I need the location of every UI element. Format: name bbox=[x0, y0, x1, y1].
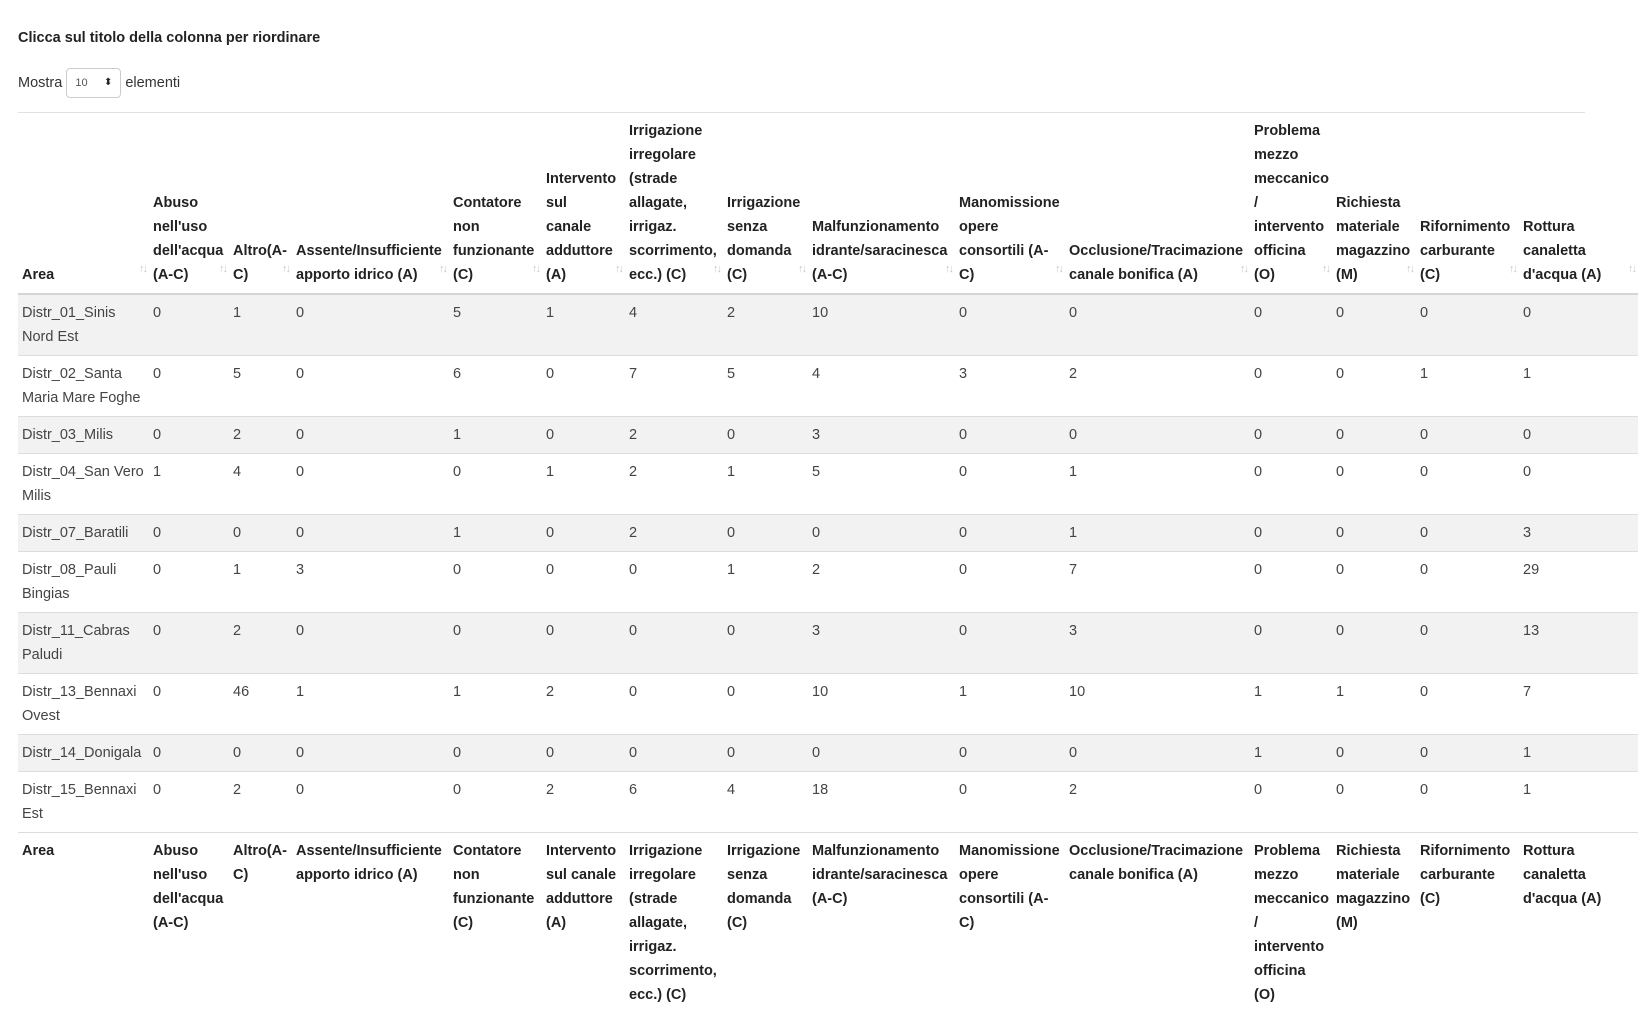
count-cell: 6 bbox=[625, 772, 723, 833]
count-cell: 2 bbox=[542, 772, 625, 833]
count-cell: 1 bbox=[449, 417, 542, 454]
table-footer bbox=[18, 833, 1638, 1013]
count-cell: 0 bbox=[723, 417, 808, 454]
area-cell: Distr_03_Milis bbox=[18, 417, 149, 454]
column-footer: Irrigazione senza domanda (C) bbox=[723, 833, 808, 1013]
count-cell: 5 bbox=[229, 356, 292, 417]
count-cell: 0 bbox=[625, 552, 723, 613]
count-cell: 0 bbox=[149, 552, 229, 613]
count-cell: 5 bbox=[449, 294, 542, 356]
sort-arrows-icon[interactable]: ↑↓ bbox=[1055, 257, 1062, 281]
count-cell: 1 bbox=[1250, 674, 1332, 735]
column-footer: Manomissione opere consortili (A-C) bbox=[955, 833, 1065, 1013]
count-cell: 1 bbox=[229, 294, 292, 356]
count-cell: 3 bbox=[1065, 613, 1250, 674]
count-cell: 0 bbox=[149, 735, 229, 772]
count-cell: 0 bbox=[449, 735, 542, 772]
count-cell: 0 bbox=[723, 674, 808, 735]
count-cell: 0 bbox=[449, 454, 542, 515]
count-cell: 3 bbox=[1519, 515, 1638, 552]
count-cell: 0 bbox=[1416, 417, 1519, 454]
count-cell: 0 bbox=[229, 735, 292, 772]
count-cell: 0 bbox=[955, 772, 1065, 833]
sort-arrows-icon[interactable]: ↑↓ bbox=[1240, 257, 1247, 281]
column-footer: Area bbox=[18, 833, 149, 1013]
column-header-label: Occlusione/Tracimazione canale bonifica (A) bbox=[1069, 243, 1243, 283]
count-cell: 0 bbox=[1250, 772, 1332, 833]
sort-arrows-icon[interactable]: ↑↓ bbox=[1322, 257, 1329, 281]
count-cell: 0 bbox=[449, 552, 542, 613]
count-cell: 3 bbox=[808, 613, 955, 674]
count-cell: 0 bbox=[149, 674, 229, 735]
count-cell: 1 bbox=[723, 552, 808, 613]
count-cell: 2 bbox=[808, 552, 955, 613]
count-cell: 0 bbox=[449, 772, 542, 833]
table-row bbox=[18, 515, 1638, 552]
count-cell: 0 bbox=[1250, 613, 1332, 674]
data-table bbox=[18, 113, 1638, 1013]
count-cell: 0 bbox=[1519, 417, 1638, 454]
sort-arrows-icon[interactable]: ↑↓ bbox=[615, 257, 622, 281]
count-cell: 1 bbox=[1065, 454, 1250, 515]
column-header[interactable] bbox=[229, 113, 292, 294]
count-cell: 0 bbox=[1519, 454, 1638, 515]
column-header-label: Irrigazione senza domanda (C) bbox=[727, 195, 800, 283]
count-cell: 0 bbox=[292, 515, 449, 552]
count-cell: 0 bbox=[149, 515, 229, 552]
count-cell: 0 bbox=[292, 454, 449, 515]
count-cell: 1 bbox=[1416, 356, 1519, 417]
table-row bbox=[18, 552, 1638, 613]
count-cell: 0 bbox=[292, 613, 449, 674]
column-header[interactable] bbox=[1416, 113, 1519, 294]
count-cell: 1 bbox=[723, 454, 808, 515]
count-cell: 0 bbox=[542, 417, 625, 454]
length-label-after: elementi bbox=[125, 75, 180, 91]
count-cell: 1 bbox=[149, 454, 229, 515]
count-cell: 2 bbox=[229, 417, 292, 454]
column-header-label: Irrigazione irregolare (strade allagate, irrigaz. scorrimento, ecc.) (C) bbox=[629, 123, 717, 283]
count-cell: 0 bbox=[625, 613, 723, 674]
count-cell: 3 bbox=[808, 417, 955, 454]
count-cell: 0 bbox=[625, 674, 723, 735]
count-cell: 0 bbox=[1416, 552, 1519, 613]
column-footer: Richiesta materiale magazzino (M) bbox=[1332, 833, 1416, 1013]
column-header-label: Manomissione opere consortili (A-C) bbox=[959, 195, 1060, 283]
count-cell: 0 bbox=[955, 454, 1065, 515]
count-cell: 5 bbox=[808, 454, 955, 515]
column-footer: Contatore non funzionante (C) bbox=[449, 833, 542, 1013]
count-cell: 10 bbox=[808, 294, 955, 356]
count-cell: 0 bbox=[1250, 552, 1332, 613]
count-cell: 0 bbox=[1332, 772, 1416, 833]
sort-arrows-icon[interactable]: ↑↓ bbox=[219, 257, 226, 281]
count-cell: 7 bbox=[1519, 674, 1638, 735]
count-cell: 0 bbox=[625, 735, 723, 772]
column-header[interactable] bbox=[808, 113, 955, 294]
count-cell: 0 bbox=[1519, 294, 1638, 356]
count-cell: 1 bbox=[1250, 735, 1332, 772]
area-cell: Distr_08_Pauli Bingias bbox=[18, 552, 149, 613]
column-header-label: Altro(A-C) bbox=[233, 243, 287, 283]
count-cell: 2 bbox=[1065, 356, 1250, 417]
column-header[interactable] bbox=[542, 113, 625, 294]
count-cell: 0 bbox=[1250, 356, 1332, 417]
count-cell: 0 bbox=[955, 552, 1065, 613]
count-cell: 3 bbox=[292, 552, 449, 613]
count-cell: 0 bbox=[292, 735, 449, 772]
count-cell: 4 bbox=[723, 772, 808, 833]
column-header-label: Rottura canaletta d'acqua (A) bbox=[1523, 219, 1601, 283]
area-cell: Distr_04_San Vero Milis bbox=[18, 454, 149, 515]
sort-arrows-icon[interactable]: ↑↓ bbox=[1509, 257, 1516, 281]
column-header[interactable] bbox=[449, 113, 542, 294]
select-arrows-icon: ⬍ bbox=[104, 78, 112, 88]
table-instructions: Clicca sul titolo della colonna per riordinare bbox=[18, 30, 320, 46]
count-cell: 1 bbox=[449, 674, 542, 735]
count-cell: 0 bbox=[1416, 454, 1519, 515]
count-cell: 0 bbox=[229, 515, 292, 552]
count-cell: 4 bbox=[229, 454, 292, 515]
column-footer: Intervento sul canale adduttore (A) bbox=[542, 833, 625, 1013]
count-cell: 0 bbox=[149, 772, 229, 833]
column-header[interactable] bbox=[1065, 113, 1250, 294]
column-header-label: Intervento sul canale adduttore (A) bbox=[546, 171, 616, 283]
table-row bbox=[18, 417, 1638, 454]
column-footer: Rifornimento carburante (C) bbox=[1416, 833, 1519, 1013]
table-row bbox=[18, 613, 1638, 674]
count-cell: 0 bbox=[1416, 735, 1519, 772]
count-cell: 0 bbox=[1332, 552, 1416, 613]
count-cell: 0 bbox=[723, 515, 808, 552]
count-cell: 0 bbox=[955, 515, 1065, 552]
area-cell: Distr_13_Bennaxi Ovest bbox=[18, 674, 149, 735]
column-header[interactable] bbox=[723, 113, 808, 294]
count-cell: 2 bbox=[229, 613, 292, 674]
sort-arrows-icon[interactable]: ↑↓ bbox=[439, 257, 446, 281]
column-header-label: Malfunzionamento idrante/saracinesca (A-C) bbox=[812, 219, 947, 283]
count-cell: 0 bbox=[1332, 735, 1416, 772]
column-header-label: Rifornimento carburante (C) bbox=[1420, 219, 1510, 283]
count-cell: 0 bbox=[955, 613, 1065, 674]
count-cell: 1 bbox=[1065, 515, 1250, 552]
column-header[interactable] bbox=[292, 113, 449, 294]
count-cell: 0 bbox=[542, 515, 625, 552]
sort-arrows-icon[interactable]: ↑↓ bbox=[945, 257, 952, 281]
count-cell: 0 bbox=[542, 735, 625, 772]
count-cell: 1 bbox=[449, 515, 542, 552]
count-cell: 7 bbox=[1065, 552, 1250, 613]
sort-arrows-icon[interactable]: ↑↓ bbox=[532, 257, 539, 281]
area-cell: Distr_07_Baratili bbox=[18, 515, 149, 552]
count-cell: 0 bbox=[723, 735, 808, 772]
count-cell: 3 bbox=[955, 356, 1065, 417]
column-header[interactable] bbox=[1519, 113, 1638, 294]
count-cell: 18 bbox=[808, 772, 955, 833]
count-cell: 0 bbox=[1332, 356, 1416, 417]
count-cell: 0 bbox=[1332, 454, 1416, 515]
count-cell: 2 bbox=[723, 294, 808, 356]
column-footer: Rottura canaletta d'acqua (A) bbox=[1519, 833, 1638, 1013]
column-header-label: Richiesta materiale magazzino (M) bbox=[1336, 195, 1410, 283]
column-header[interactable] bbox=[149, 113, 229, 294]
count-cell: 0 bbox=[1416, 294, 1519, 356]
count-cell: 0 bbox=[292, 772, 449, 833]
count-cell: 1 bbox=[955, 674, 1065, 735]
count-cell: 1 bbox=[1519, 772, 1638, 833]
count-cell: 0 bbox=[808, 515, 955, 552]
count-cell: 2 bbox=[1065, 772, 1250, 833]
count-cell: 0 bbox=[149, 356, 229, 417]
sort-arrows-icon[interactable]: ↑↓ bbox=[1406, 257, 1413, 281]
count-cell: 6 bbox=[449, 356, 542, 417]
column-footer: Assente/Insufficiente apporto idrico (A) bbox=[292, 833, 449, 1013]
count-cell: 7 bbox=[625, 356, 723, 417]
table-container bbox=[18, 112, 1585, 967]
column-header[interactable] bbox=[18, 113, 149, 294]
count-cell: 10 bbox=[1065, 674, 1250, 735]
table-body bbox=[18, 294, 1638, 833]
area-cell: Distr_01_Sinis Nord Est bbox=[18, 294, 149, 356]
count-cell: 2 bbox=[625, 454, 723, 515]
count-cell: 0 bbox=[149, 417, 229, 454]
sort-arrows-icon[interactable]: ↑↓ bbox=[798, 257, 805, 281]
count-cell: 4 bbox=[625, 294, 723, 356]
count-cell: 1 bbox=[542, 454, 625, 515]
count-cell: 29 bbox=[1519, 552, 1638, 613]
count-cell: 0 bbox=[955, 294, 1065, 356]
count-cell: 0 bbox=[955, 417, 1065, 454]
column-footer: Altro(A-C) bbox=[229, 833, 292, 1013]
page-length-value: 10 bbox=[75, 77, 87, 89]
column-header-label: Abuso nell'uso dell'acqua (A-C) bbox=[153, 195, 223, 283]
count-cell: 2 bbox=[625, 515, 723, 552]
count-cell: 1 bbox=[1519, 356, 1638, 417]
column-header-label: Area bbox=[22, 267, 54, 283]
count-cell: 0 bbox=[1065, 417, 1250, 454]
sort-arrows-icon[interactable]: ↑↓ bbox=[1628, 257, 1635, 281]
count-cell: 0 bbox=[955, 735, 1065, 772]
column-header[interactable] bbox=[955, 113, 1065, 294]
count-cell: 0 bbox=[1416, 515, 1519, 552]
count-cell: 0 bbox=[808, 735, 955, 772]
count-cell: 10 bbox=[808, 674, 955, 735]
column-footer: Malfunzionamento idrante/saracinesca (A-C) bbox=[808, 833, 955, 1013]
column-header[interactable] bbox=[1250, 113, 1332, 294]
count-cell: 1 bbox=[1332, 674, 1416, 735]
table-row bbox=[18, 294, 1638, 356]
count-cell: 0 bbox=[1250, 454, 1332, 515]
count-cell: 0 bbox=[1250, 515, 1332, 552]
count-cell: 0 bbox=[1332, 613, 1416, 674]
area-cell: Distr_15_Bennaxi Est bbox=[18, 772, 149, 833]
column-header[interactable] bbox=[625, 113, 723, 294]
count-cell: 1 bbox=[1519, 735, 1638, 772]
column-header-label: Problema mezzo meccanico / intervento officina (O) bbox=[1254, 123, 1329, 283]
sort-arrows-icon[interactable]: ↑↓ bbox=[713, 257, 720, 281]
column-footer: Problema mezzo meccanico / intervento officina (O) bbox=[1250, 833, 1332, 1013]
count-cell: 0 bbox=[1332, 515, 1416, 552]
column-footer: Occlusione/Tracimazione canale bonifica (A) bbox=[1065, 833, 1250, 1013]
table-row bbox=[18, 735, 1638, 772]
count-cell: 0 bbox=[1416, 772, 1519, 833]
column-footer: Abuso nell'uso dell'acqua (A-C) bbox=[149, 833, 229, 1013]
area-cell: Distr_14_Donigala bbox=[18, 735, 149, 772]
count-cell: 0 bbox=[1065, 735, 1250, 772]
count-cell: 0 bbox=[292, 356, 449, 417]
length-label-before: Mostra bbox=[18, 75, 62, 91]
count-cell: 0 bbox=[1332, 417, 1416, 454]
count-cell: 0 bbox=[149, 613, 229, 674]
count-cell: 0 bbox=[1416, 674, 1519, 735]
column-footer: Irrigazione irregolare (strade allagate, irrigaz. scorrimento, ecc.) (C) bbox=[625, 833, 723, 1013]
count-cell: 0 bbox=[1250, 294, 1332, 356]
page-length-control bbox=[18, 68, 180, 98]
column-header-label: Contatore non funzionante (C) bbox=[453, 195, 534, 283]
count-cell: 0 bbox=[542, 613, 625, 674]
table-row bbox=[18, 454, 1638, 515]
area-cell: Distr_11_Cabras Paludi bbox=[18, 613, 149, 674]
count-cell: 0 bbox=[542, 552, 625, 613]
count-cell: 2 bbox=[542, 674, 625, 735]
table-row bbox=[18, 356, 1638, 417]
count-cell: 0 bbox=[723, 613, 808, 674]
count-cell: 0 bbox=[542, 356, 625, 417]
count-cell: 2 bbox=[229, 772, 292, 833]
table-header bbox=[18, 113, 1638, 294]
sort-arrows-icon[interactable]: ↑↓ bbox=[139, 257, 146, 281]
count-cell: 4 bbox=[808, 356, 955, 417]
count-cell: 2 bbox=[625, 417, 723, 454]
count-cell: 1 bbox=[542, 294, 625, 356]
count-cell: 1 bbox=[292, 674, 449, 735]
count-cell: 0 bbox=[1250, 417, 1332, 454]
count-cell: 0 bbox=[292, 294, 449, 356]
count-cell: 0 bbox=[149, 294, 229, 356]
count-cell: 1 bbox=[229, 552, 292, 613]
page-length-select[interactable] bbox=[66, 68, 121, 98]
count-cell: 0 bbox=[292, 417, 449, 454]
count-cell: 0 bbox=[1332, 294, 1416, 356]
table-row bbox=[18, 772, 1638, 833]
column-header[interactable] bbox=[1332, 113, 1416, 294]
sort-arrows-icon[interactable]: ↑↓ bbox=[282, 257, 289, 281]
count-cell: 46 bbox=[229, 674, 292, 735]
count-cell: 13 bbox=[1519, 613, 1638, 674]
count-cell: 0 bbox=[449, 613, 542, 674]
count-cell: 0 bbox=[1416, 613, 1519, 674]
area-cell: Distr_02_Santa Maria Mare Foghe bbox=[18, 356, 149, 417]
column-header-label: Assente/Insufficiente apporto idrico (A) bbox=[296, 243, 442, 283]
count-cell: 0 bbox=[1065, 294, 1250, 356]
count-cell: 5 bbox=[723, 356, 808, 417]
table-row bbox=[18, 674, 1638, 735]
